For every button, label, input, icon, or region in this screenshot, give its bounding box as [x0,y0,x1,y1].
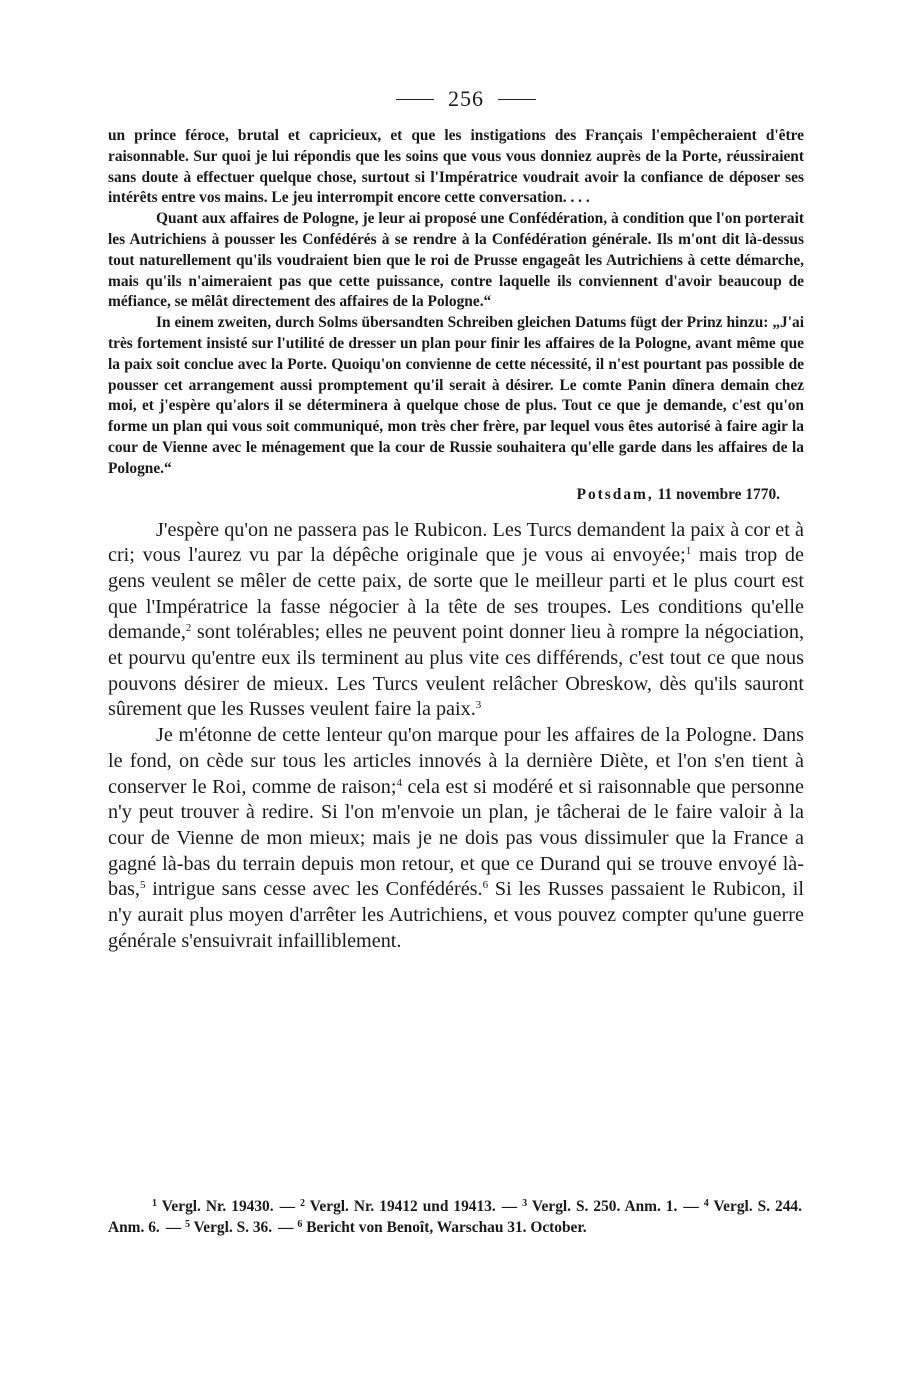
footnote-number: 1 [152,1198,157,1209]
footnote-2 [300,1198,496,1215]
footnote-block [108,1196,802,1238]
page-number: 256 [448,86,484,111]
footnote-6 [297,1219,586,1236]
footnote-number: 4 [703,1198,709,1209]
dateline-place: Potsdam, [576,485,654,503]
footnote-marker: 2 [185,622,192,635]
page-header [128,84,804,114]
header-rule-right [498,99,536,100]
footnote-text: Vergl. S. 36. [193,1219,273,1236]
footnote-1 [152,1198,274,1215]
footnote-text: Vergl. Nr. 19430. [161,1198,274,1215]
letter-paragraph-2 [108,723,804,954]
footnote-number: 2 [299,1198,305,1209]
footnote-text: Vergl. Nr. 19412 und 19413. [309,1198,496,1215]
dateline-date: 11 novembre 1770. [657,485,780,503]
small-paragraph-1: un prince féroce, brutal et capricieux, et que les instigations des Français l'empêcheraient d'être raisonnable. Sur quoi je lui répondis que les soins que vous vous donniez auprès de la Porte, réussiraient sans doute à effectuer quelque chose, surtout si l'Impératrice voudrait avoir la confiance de déposer ses intérêts entre vos mains. Le jeu interrompit encore cette conversation. . . . [108,127,804,207]
small-paragraph-2: Quant aux affaires de Pologne, je leur ai proposé une Confédération, à condition que l'on porterait les Autrichiens à pousser les Confédérés à se rendre à la Confédération générale. Ils m'ont dit là-dessus tout naturellement qu'ils voudraient bien que le roi de Prusse engageât les Autrichiens à cette démarche, mais qu'ils n'aimeraient pas que cette puissance, contre laquelle ils conviennent d'avoir beaucoup de méfiance, se mêlât directement des affaires de la Pologne.“ [108,210,804,311]
footnote-number: 5 [184,1219,190,1230]
dateline [108,486,780,504]
footnote-separator: — [165,1219,182,1236]
footnote-marker: 1 [685,545,692,558]
footnote-marker: 5 [139,879,146,892]
footnote-text: Vergl. S. 244. Anm. 6. [108,1198,802,1236]
letter-text: sont tolérables; elles ne peuvent point donner lieu à rompre la négociation, et pourvu qu'entre eux ils terminent au plus vite ces différends, c'est tout ce que nous pouvons désirer de mieux. Les Turcs veulent relâcher Obreskow, dès qu'ils sauront sûrement que les Russes veulent faire la paix. [108,621,804,721]
footnotes [108,1196,802,1238]
footnote-text: Vergl. S. 250. Anm. 1. [531,1198,678,1215]
small-paragraph-3: In einem zweiten, durch Solms übersandten Schreiben gleichen Datums fügt der Prinz hinzu: „J'ai très fortement insisté sur l'utilité de dresser un plan pour finir les affaires de la Pologne, avant même que la paix soit conclue avec la Porte. Quoiqu'on convienne de cette nécessité, il n'est pourtant pas possible de pousser cet arrangement aussi promptement qu'il serait à désirer. Le comte Panin dînera demain chez moi, et j'espère qu'alors il se déterminera à quelque chose de plus. Tout ce que je demande, c'est qu'on forme un plan qui vous soit communiqué, mon très cher frère, par lequel vous êtes autorisé à faire agir la cour de Vienne avec le ménagement que la cour de Russie souhaitera qu'elle garde dans les affaires de la Pologne.“ [108,314,804,477]
footnote-marker: 6 [482,879,489,892]
footnote-separator: — [278,1219,294,1236]
footnote-marker: 4 [396,776,402,789]
footnote-text: Bericht von Benoît, Warschau 31. October. [306,1219,587,1236]
letter-text: cela est si modéré et si raisonnable que personne n'y peut trouver à redire. Si l'on m'envoie un plan, je tâcherai de le faire valoir à la cour de Vienne de mon mieux; mais je ne dois pas vous dissimuler que la France a gagné là-bas du terrain depuis mon retour, et que ce Durand qui se trouve envoyé là-bas, [108,775,804,901]
footnote-3 [522,1198,677,1215]
footnote-separator: — [279,1198,295,1215]
letter-body [108,518,804,955]
page [108,84,804,955]
header-rule-left [396,99,434,100]
letter-text: J'espère qu'on ne passera pas le Rubicon. Les Turcs demandent la paix à cor et à cri; vous l'aurez vu par la dépêche originale que je vous ai envoyée; [108,518,804,567]
letter-text: Je m'étonne de cette lenteur qu'on marque pour les affaires de la Pologne. Dans le fond, on cède sur tous les articles innovés à la dernière Diète, et l'on s'en tient à conserver le Roi, comme de raison; [108,724,804,798]
footnote-separator: — [501,1198,518,1215]
footnote-separator: — [683,1198,699,1215]
footnote-5 [185,1219,272,1236]
footnote-number: 3 [522,1198,528,1209]
quoted-report [108,126,804,480]
letter-text: mais trop de gens veulent se mêler de cette paix, de sorte que le meilleur parti et le plus court est que l'Impératrice la fasse négocier à la tête de ses troupes. Les conditions qu'elle demande, [108,544,804,644]
letter-text: Si les Russes passaient le Rubicon, il n'y aurait plus moyen d'arrêter les Autrichiens, et vous pouvez compter qu'une guerre générale s'ensuivrait infailliblement. [108,878,805,952]
footnote-marker: 3 [475,699,482,712]
letter-paragraph-1 [108,518,804,724]
letter-text: intrigue sans cesse avec les Confédérés. [145,878,483,901]
footnote-number: 6 [297,1219,303,1230]
